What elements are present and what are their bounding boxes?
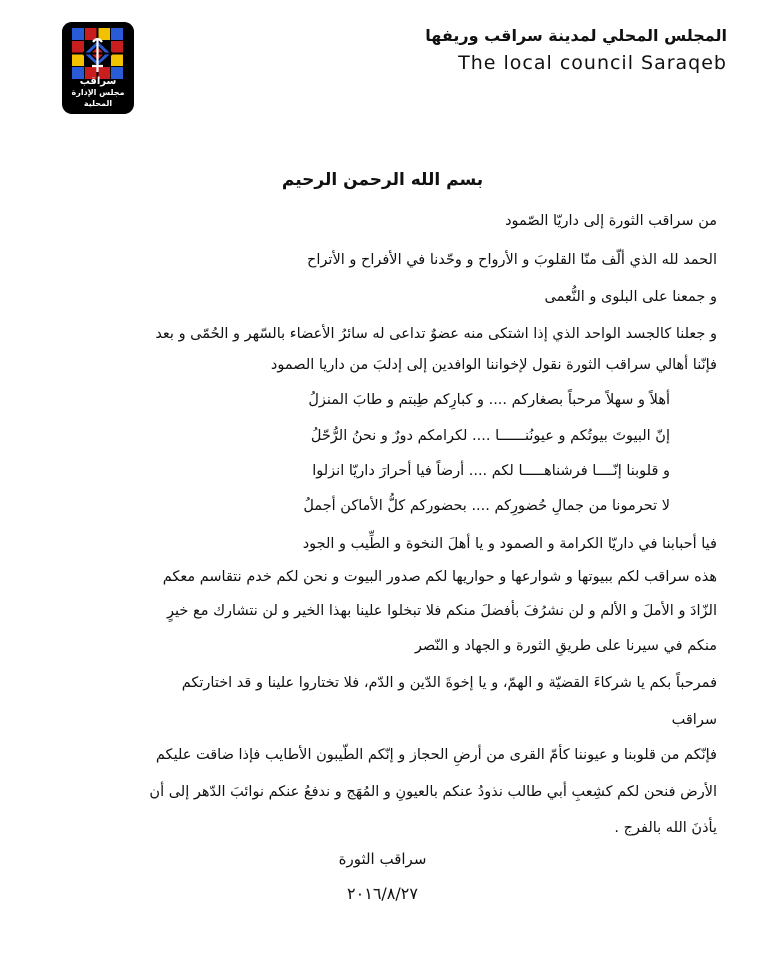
letter-line: الأرض فنحن لكم كشِعبِ أبي طالب نذودُ عنكم بالعيونِ و المُهَج و ندفعُ عنكم نوائبَ الدّهر إلى أن [149,784,717,800]
logo-caption [62,76,134,109]
letter-line: يأذنَ الله بالفرج . [614,820,717,836]
letter-line: هذه سراقب لكم ببيوتها و شوارعها و حواريها لكم صدور البيوت و نحن لكم خدم نتقاسم معكم [162,569,717,585]
letter-line: و جمعنا على البلوى و النُّعمى [544,289,717,305]
logo-caption-line1: سراقب [79,76,117,87]
poem-verse: إنّ البيوتَ بيوتُكم و عيونُنــــــا .... لكرامكم دورٌ و نحنُ الرُّحّلُ [310,428,670,444]
letter-line: سراقب [671,712,717,728]
letter-line: فإنّكم من قلوبنا و عيوننا كأمّ القرى من أرضِ الحجاز و إنّكم الطّيبون الأطايب فإذا ضاقت عليكم [155,747,717,763]
letter-line: من سراقب الثورة إلى داريّا الصّمود [505,213,717,229]
council-name-arabic: المجلس المحلي لمدينة سراقب وريفها [425,26,727,45]
signature: سراقب الثورة [338,850,427,868]
letter-line: منكم في سيرنا على طريقِ الثورة و الجهاد و النّصر [414,638,717,654]
letter-line: و جعلنا كالجسد الواحد الذي إذا اشتكى منه عضوٌ تداعى له سائرُ الأعضاء بالسّهر و الحُمّى و بعد [155,326,717,342]
letter-line: فمرحباً بكم يا شركاءَ القضيّة و الهمّ، و يا إخوةَ الدّين و الدّم، فلا تختاروا علينا و قد اختارتكم [181,675,717,691]
letter-line: فيا أحبابنا في داريّا الكرامة و الصمود و يا أهلَ النخوة و الطِّيب و الجود [302,536,717,552]
letter-line: فإنّنا أهالي سراقب الثورة نقول لإخواننا الوافدين إلى إدلبَ من داريا الصمود [270,357,717,373]
letter-line: الزّادَ و الأملَ و الألم و لن نشرُفَ بأفضلَ منكم فلا تبخلوا علينا بهذا الخير و لن نتشارك مع خيرٍ [167,603,717,619]
council-name-english: The local council Saraqeb [458,52,727,74]
letter-line: الحمد لله الذي ألّف منّا القلوبَ و الأرواح و وحّدنا في الأفراح و الأتراح [307,252,717,268]
logo-caption-line2: مجلس الإدارة المحلية [71,88,125,108]
basmala-title: بسم الله الرحمن الرحيم [281,170,484,190]
poem-verse: لا تحرمونا من جمالِ حُضورِكم .... بحضوركم كلُّ الأماكن أجملُ [303,498,670,514]
council-logo [62,22,134,114]
letter-date: ٢٠١٦/٨/٢٧ [347,884,418,903]
poem-verse: أهلاً و سهلاً مرحباً بصغاركم .... و كبارِكم طِبتم و طابَ المنزلُ [308,392,670,408]
poem-verse: و قلوبنا إنّــــا فرشناهـــــا لكم .... أرضاً فيا أحرارَ داريّا انزلوا [312,463,670,479]
